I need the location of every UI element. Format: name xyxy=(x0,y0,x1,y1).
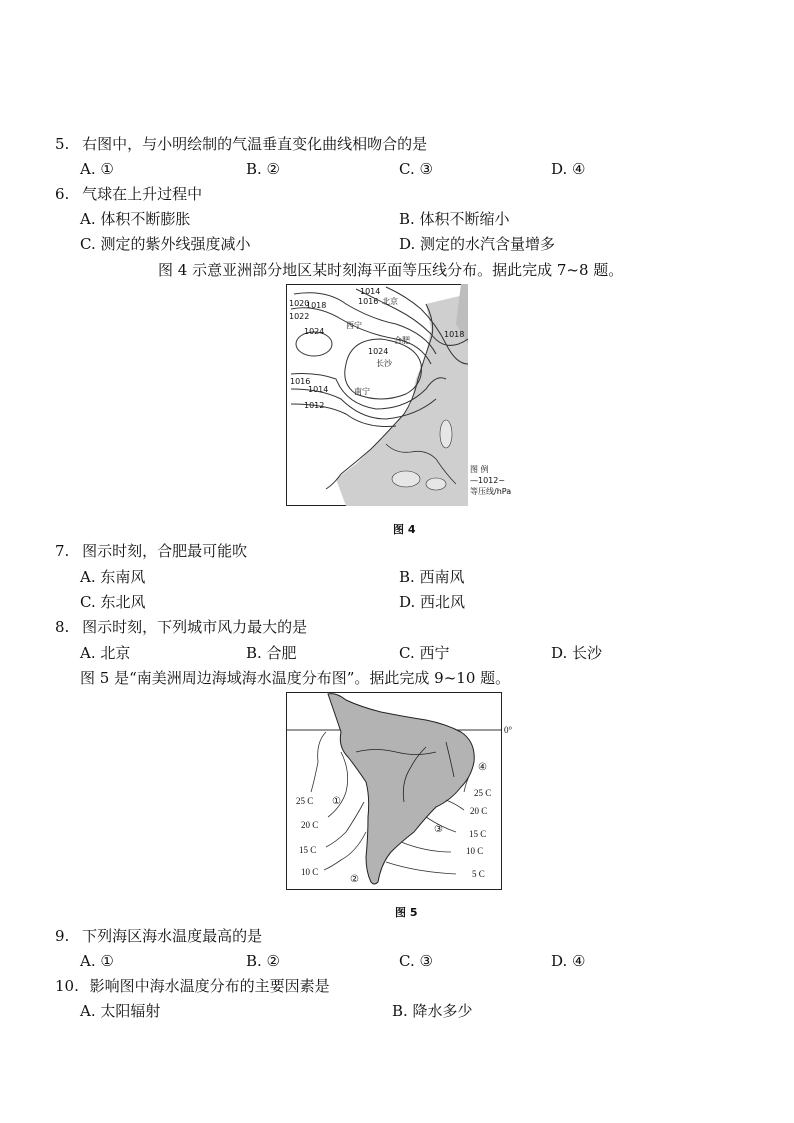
question-stem: 影响图中海水温度分布的主要因素是 xyxy=(89,977,330,995)
intro-7-8: 图 4 示意亚洲部分地区某时刻海平面等压线分布。据此完成 7~8 题。 xyxy=(158,261,624,279)
question-7 xyxy=(55,541,247,561)
isotherm-label: 15 C xyxy=(299,845,317,855)
map-legend xyxy=(470,464,511,497)
question-6 xyxy=(55,184,202,204)
option-b: B. 合肥 xyxy=(246,644,297,662)
option-a: A. 北京 xyxy=(80,644,131,662)
question-8 xyxy=(55,617,307,637)
option-b: B. ② xyxy=(246,952,281,970)
figure-5-caption: 图 5 xyxy=(395,906,418,919)
isobar-label: 1014 xyxy=(308,385,329,394)
isotherm-label: 25 C xyxy=(474,788,492,798)
option-c: C. ③ xyxy=(399,952,433,970)
isobar-label: 1022 xyxy=(289,312,310,321)
figure-4-isobar-map xyxy=(286,284,512,506)
isobar-label: 1020 xyxy=(289,299,310,308)
isotherm-label: 10 C xyxy=(466,846,484,856)
isotherm-label: 20 C xyxy=(301,820,319,830)
option-b: B. 西南风 xyxy=(399,568,465,586)
question-stem: 下列海区海水温度最高的是 xyxy=(82,927,263,945)
island-shape xyxy=(426,478,446,490)
isotherm-label: 10 C xyxy=(301,867,319,877)
question-9 xyxy=(55,926,262,946)
isobar-label: 1012 xyxy=(304,401,325,410)
isobar-label: 1018 xyxy=(444,330,465,339)
city-label: 合肥 xyxy=(394,336,410,345)
isobar-map xyxy=(286,284,468,506)
option-a: A. ① xyxy=(80,160,114,178)
question-number: 5. xyxy=(55,135,70,153)
question-number: 8. xyxy=(55,618,70,636)
question-10 xyxy=(55,976,330,996)
area-marker-3: ③ xyxy=(434,824,443,835)
area-marker-2: ② xyxy=(350,874,359,885)
city-label: 长沙 xyxy=(376,359,392,368)
isotherm-label: 25 C xyxy=(296,796,314,806)
option-d: D. 测定的水汽含量增多 xyxy=(399,235,556,253)
isobar-label: 1016 xyxy=(358,297,379,306)
island-taiwan xyxy=(440,420,452,448)
area-marker-1: ① xyxy=(332,796,341,807)
option-b: B. ② xyxy=(246,160,281,178)
equator-label: 0° xyxy=(504,725,513,735)
question-number: 6. xyxy=(55,185,70,203)
isobar-label: 1024 xyxy=(304,327,325,336)
question-number: 9. xyxy=(55,927,70,945)
option-b: B. 降水多少 xyxy=(392,1002,473,1020)
island-shape xyxy=(392,471,420,487)
option-d: D. 长沙 xyxy=(551,644,603,662)
isobar-label: 1018 xyxy=(306,301,327,310)
option-d: D. 西北风 xyxy=(399,593,466,611)
question-number: 7. xyxy=(55,542,70,560)
option-a: A. 体积不断膨胀 xyxy=(80,210,191,228)
figure-4-caption: 图 4 xyxy=(393,523,416,536)
option-c: C. 测定的紫外线强度减小 xyxy=(80,235,251,253)
isobar-label: 1024 xyxy=(368,347,389,356)
legend-isobar-sample: —1012~ xyxy=(470,476,506,485)
isobar-label: 1016 xyxy=(290,377,311,386)
figure-5-sea-temperature-map xyxy=(286,692,516,892)
question-stem: 右图中，与小明绘制的气温垂直变化曲线相吻合的是 xyxy=(82,135,428,153)
isotherm-label: 5 C xyxy=(472,869,485,879)
option-a: A. 东南风 xyxy=(80,568,146,586)
city-label: 南宁 xyxy=(354,387,370,396)
question-5 xyxy=(55,134,427,154)
area-marker-4: ④ xyxy=(478,762,487,773)
sea-temperature-map xyxy=(286,692,516,892)
option-c: C. ③ xyxy=(399,160,433,178)
question-stem: 图示时刻，下列城市风力最大的是 xyxy=(82,618,308,636)
question-number: 10. xyxy=(55,977,79,995)
option-b: B. 体积不断缩小 xyxy=(399,210,510,228)
option-a: A. ① xyxy=(80,952,114,970)
city-label: 北京 xyxy=(382,297,398,306)
option-c: C. 西宁 xyxy=(399,644,450,662)
isobar-label: 1014 xyxy=(360,287,381,296)
legend-title: 图 例 xyxy=(470,465,489,474)
option-d: D. ④ xyxy=(551,160,586,178)
question-stem: 图示时刻，合肥最可能吹 xyxy=(82,542,248,560)
isotherm-label: 20 C xyxy=(470,806,488,816)
legend-description: 等压线/hPa xyxy=(470,487,512,496)
city-label: 西宁 xyxy=(346,321,362,330)
option-d: D. ④ xyxy=(551,952,586,970)
intro-9-10: 图 5 是“南美洲周边海域海水温度分布图”。据此完成 9~10 题。 xyxy=(80,669,511,687)
question-stem: 气球在上升过程中 xyxy=(82,185,203,203)
option-a: A. 太阳辐射 xyxy=(80,1002,161,1020)
isotherm-label: 15 C xyxy=(469,829,487,839)
option-c: C. 东北风 xyxy=(80,593,146,611)
